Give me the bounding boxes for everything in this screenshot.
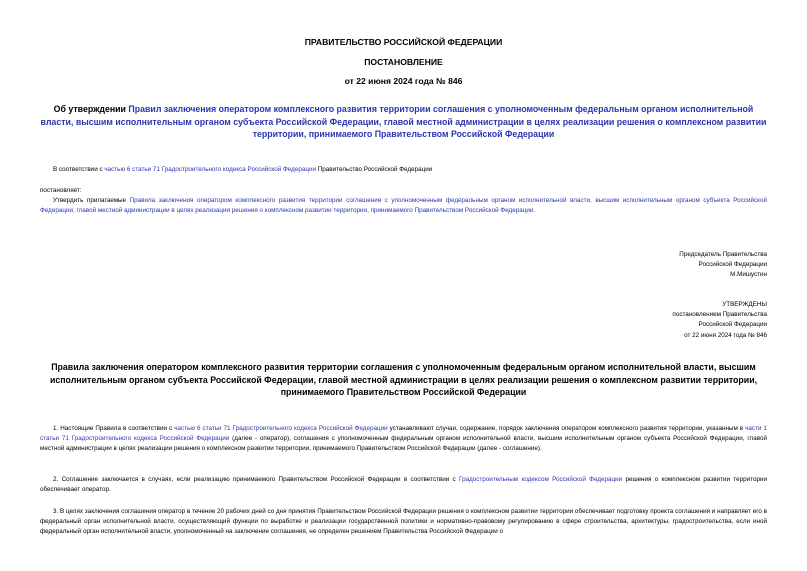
rule-2-text-b: решения о комплексном развитии территории обеспечивает оператор. (40, 476, 767, 494)
signature-country: Российской Федерации (698, 261, 767, 269)
rule-1-text-b: устанавливают случаи, содержание, порядок заключения оператором комплексного развития территории, указанным в (387, 425, 746, 432)
approve-paragraph (40, 196, 767, 216)
document-title (40, 103, 767, 141)
rule-1-code-link-part6[interactable]: частью 6 статьи 71 Градостроительного кодекса Российской Федерации (174, 425, 388, 432)
signature-position: Председатель Правительства (679, 251, 767, 258)
document-date-number: от 22 июня 2024 года № 846 (344, 76, 463, 86)
approval-date: от 22 июня 2024 года № 846 (684, 331, 767, 339)
rule-item-2 (40, 475, 767, 495)
approval-label: УТВЕРЖДЕНЫ (722, 301, 767, 308)
rule-item-3: 3. В целях заключения соглашения оператор в течение 20 рабочих дней со дня принятия Правительством Российской Федерации решения о комплексном развитии территории обеспечивает подготовку проекта соглашения и направляет его в федеральный орган исполнительной власти, осуществляющий функции по выработке и реализации государственной политики и нормативно-правовому регулированию в сфере строительства, архитектуры, градостроительства, если иной федеральный орган исполнительной власти, уполномоченный на заключение соглашения, не определен решением Правительства Российской Федерации о (40, 508, 767, 536)
rule-1-text-a: 1. Настоящие Правила в соответствии с (53, 425, 175, 432)
signature-name: М.Мишустин (730, 271, 767, 279)
preamble-code-link[interactable]: частью 6 статьи 71 Градостроительного кодекса Российской Федерации (104, 166, 316, 173)
document-type: ПОСТАНОВЛЕНИЕ (364, 57, 443, 67)
preamble-paragraph (40, 165, 767, 175)
preamble-prefix: В соответствии с (53, 166, 105, 173)
rules-title: Правила заключения оператором комплексного развития территории соглашения с уполномоченным федеральным органом исполнительной власти, высшим исполнительным органом субъекта Российской Федерации, главой местной администрации в целях реализации решения о комплексном развитии территории, принимаемого Правительством Российской Федерации (49, 362, 758, 397)
rule-2-text-a: 2. Соглашение заключается в случаях, если реализацию принимаемого Правительством Российской Федерации в соответствии с (53, 476, 460, 483)
approval-block (547, 300, 767, 341)
rule-1-code-link-part1[interactable]: части 1 статьи 71 Градостроительного кодекса Российской Федерации (40, 425, 767, 443)
approve-suffix: . (533, 207, 536, 215)
signature-block (547, 250, 767, 281)
title-prefix: Об утверждении (53, 104, 129, 114)
rule-item-1 (40, 424, 767, 455)
approve-rules-link[interactable]: Правила заключения оператором комплексного развития территории соглашения с уполномоченным федеральным органом исполнительной власти, высшим исполнительным органом субъекта Российской Федерации, главой местной администрации в целях реализации решения о комплексном развитии территории, принимаемого Правительством Российской Федерации (40, 197, 768, 215)
rule-1-text-c: (далее - оператор), соглашения с уполномоченным федеральным органом исполнительной власти, высшим исполнительным органом субъекта Российской Федерации, главой местной администрации в целях реализации решения о комплексном развитии территории, принимаемого Правительством Российской Федерации (далее - соглашение). (40, 435, 767, 453)
resolves-text: постановляет: (40, 187, 82, 194)
approval-country: Российской Федерации (698, 321, 767, 329)
government-heading: ПРАВИТЕЛЬСТВО РОССИЙСКОЙ ФЕДЕРАЦИИ (304, 37, 503, 47)
title-rules-link[interactable]: Правил заключения оператором комплексного развития территории соглашения с уполномоченным федеральным органом исполнительной власти, высшим исполнительным органом субъекта Российской Федерации, главой местной администрации в целях реализации решения о комплексном развитии территории, принимаемого Правительством Российской Федерации (40, 104, 767, 139)
rule-2-code-link[interactable]: Градостроительным кодексом Российской Федерации (459, 476, 623, 483)
approve-prefix: Утвердить прилагаемые (53, 197, 130, 204)
preamble-suffix: Правительство Российской Федерации (316, 166, 433, 173)
approval-by: постановлением Правительства (672, 311, 767, 319)
